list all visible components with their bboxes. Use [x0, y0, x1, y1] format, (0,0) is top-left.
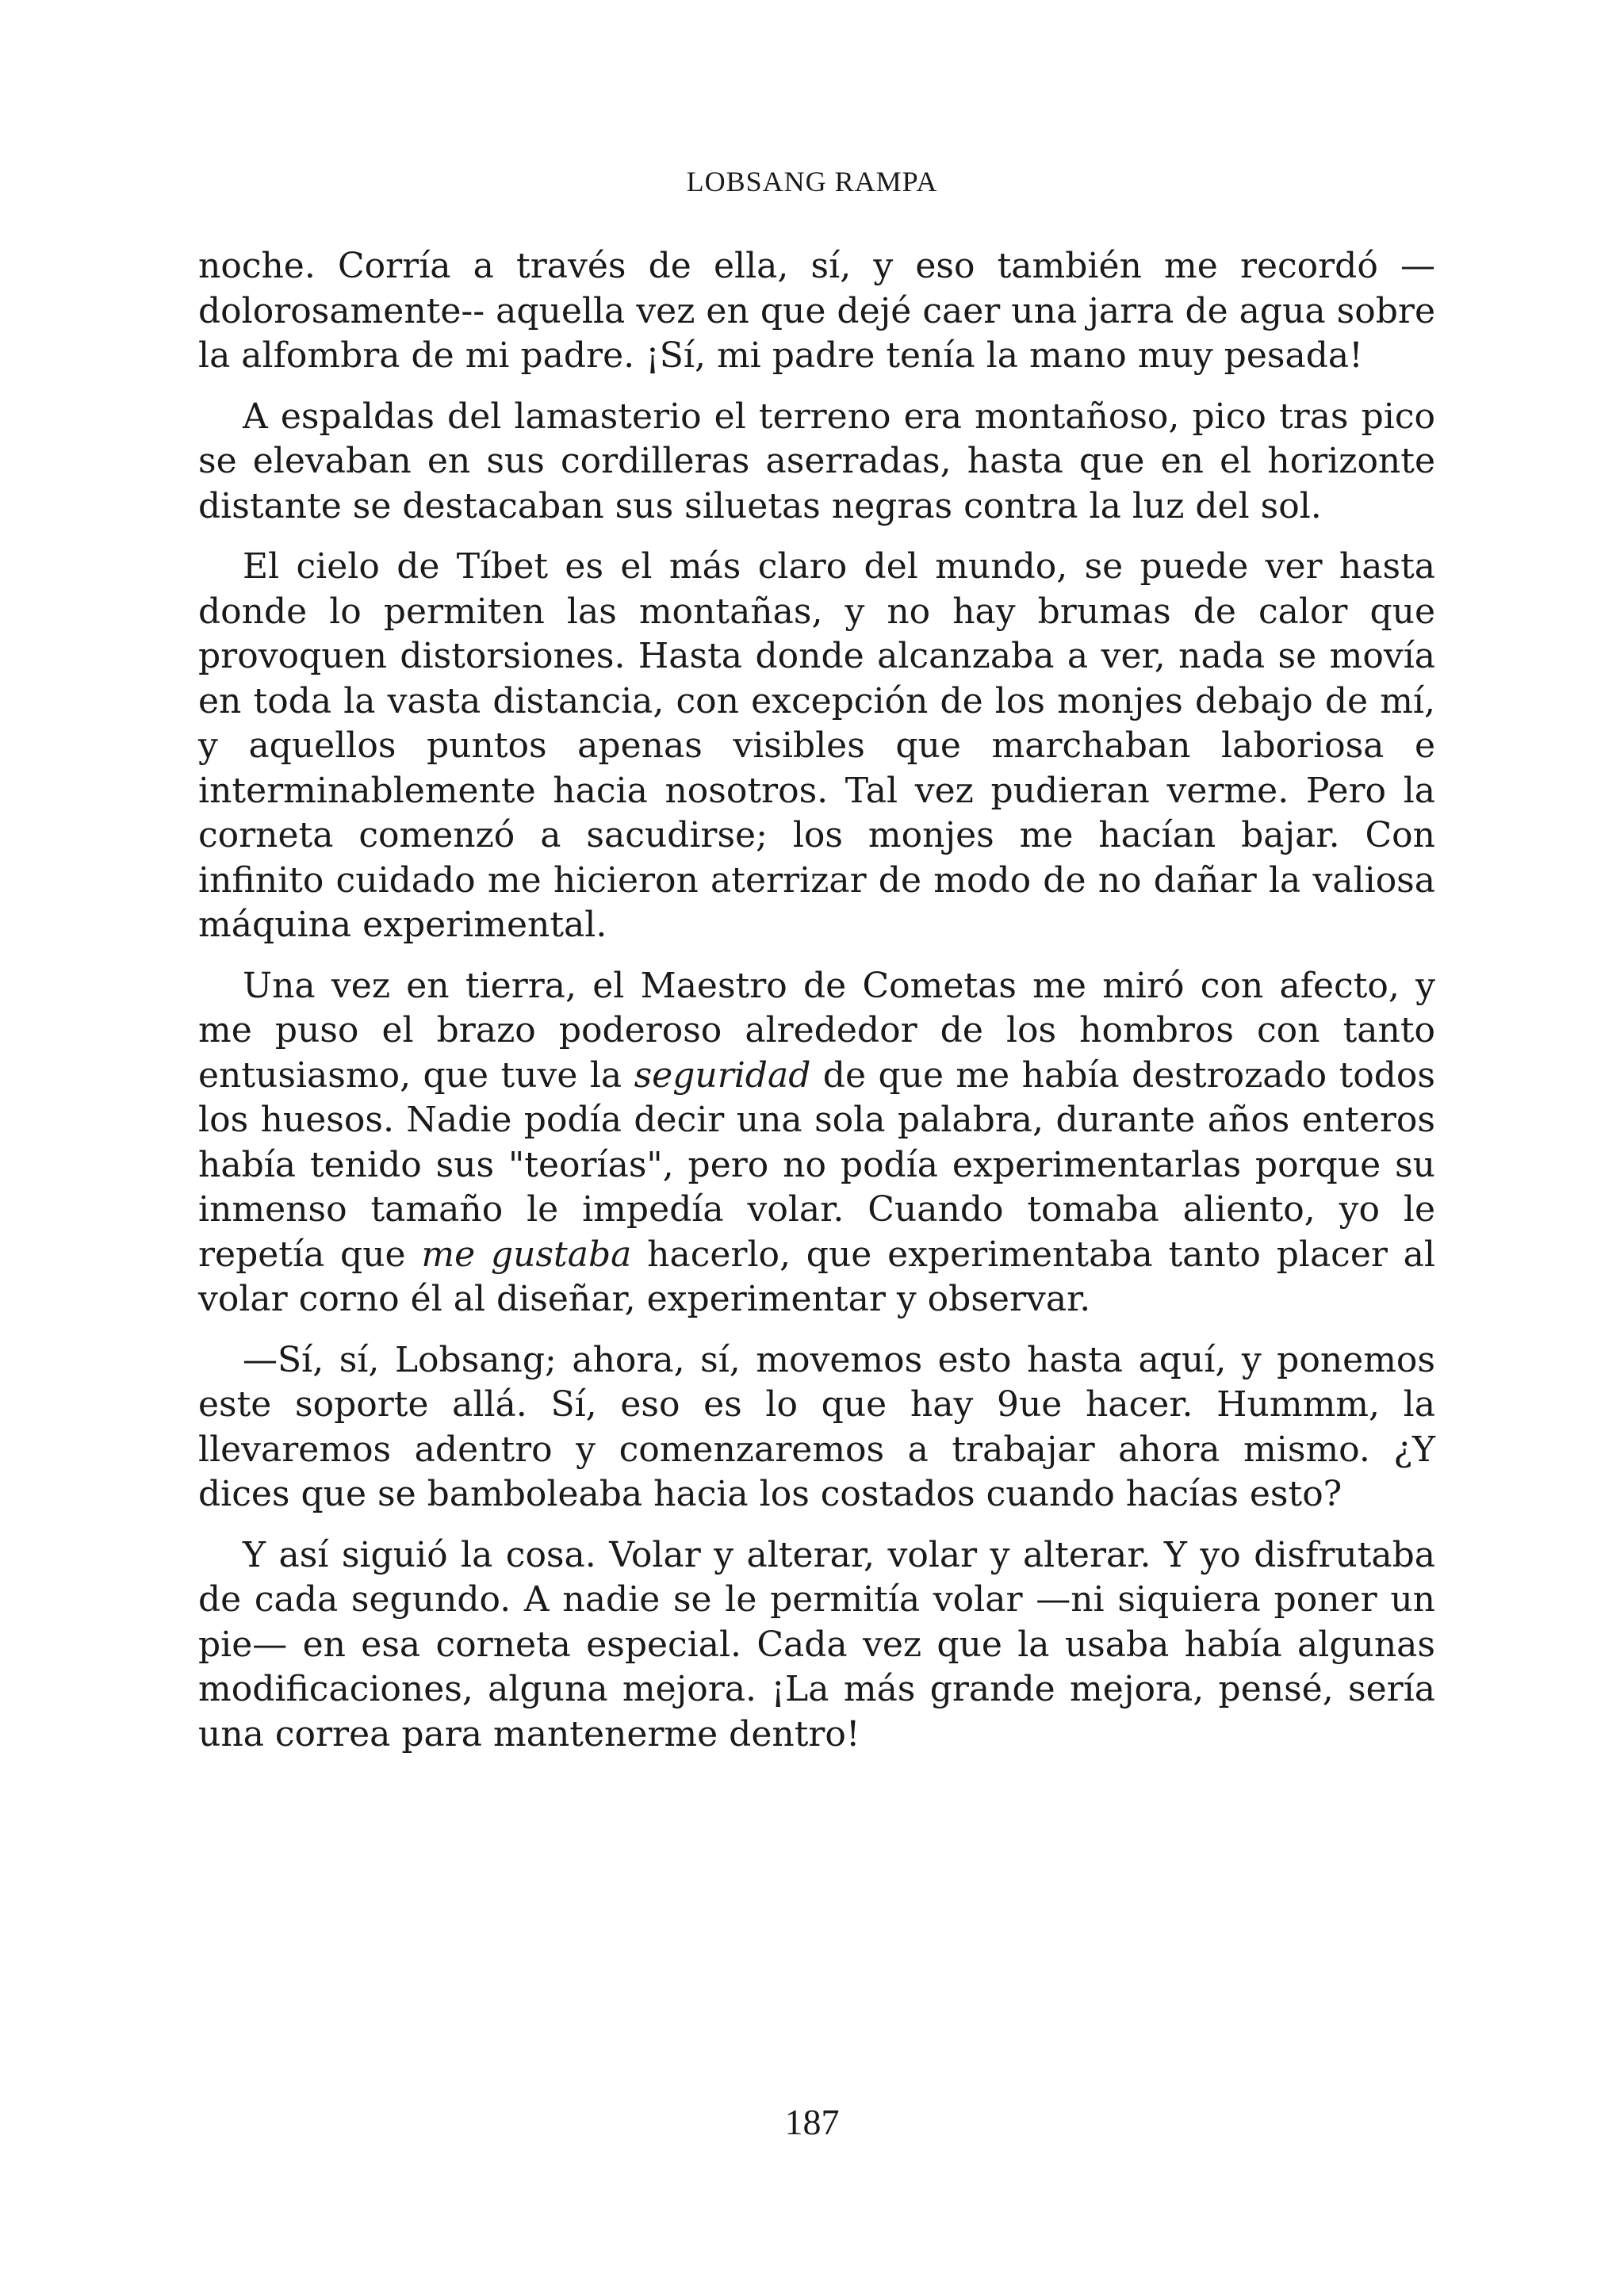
paragraph-1: noche. Corría a través de ella, sí, y eso también me recordó —dolorosamente-- aquella vez en que dejé caer una jarra de agua sobre la alfombra de mi padre. ¡Sí, mi padre tenía la mano muy pesada!: [198, 246, 1435, 376]
paragraph-6: Y así siguió la cosa. Volar y alterar, volar y alterar. Y yo disfrutaba de cada segundo. A nadie se le permitía volar —ni siquiera poner un pie— en esa corneta especial. Cada vez que la usaba había algunas modificaciones, alguna mejora. ¡La más grande mejora, pensé, sería una correa para mantenerme dentro!: [198, 1534, 1435, 1755]
paragraph-2: A espaldas del lamasterio el terreno era montañoso, pico tras pico se elevaban en sus cordilleras aserradas, hasta que en el horizonte distante se destacaban sus siluetas negras contra la luz del sol.: [198, 396, 1435, 526]
page-number: 187: [784, 2102, 840, 2142]
paragraph-4-emphasis-me-gustaba: me gustaba: [421, 1234, 632, 1275]
paragraph-4-emphasis-seguridad: seguridad: [634, 1054, 811, 1096]
paragraph-5: —Sí, sí, Lobsang; ahora, sí, movemos esto hasta aquí, y ponemos este soporte allá. Sí, eso es lo que hay 9ue hacer. Hummm, la llevaremos adentro y comenzaremos a trabajar ahora mismo. ¿Y dices que se bamboleaba hacia los costados cuando hacías esto?: [198, 1339, 1435, 1514]
paragraph-4-text-c: hacerlo, que experimentaba tanto placer al volar corno él al diseñar, experimentar y observar.: [198, 1234, 1435, 1319]
paragraph-4-text-b: de que me había destrozado todos los huesos. Nadie podía decir una sola palabra, durante años enteros había tenido sus "teorías", pero no podía experimentarlas porque su inmenso tamaño le impedía volar. Cuando tomaba aliento, yo le repetía que: [198, 1054, 1436, 1275]
running-header: LOBSANG RAMPA: [686, 166, 938, 197]
paragraph-3: El cielo de Tíbet es el más claro del mundo, se puede ver hasta donde lo permiten las montañas, y no hay brumas de calor que provoquen distorsiones. Hasta donde alcanzaba a ver, nada se movía en toda la vasta distancia, con excepción de los monjes debajo de mí, y aquellos puntos apenas visibles que marchaban laboriosa e interminablemente hacia nosotros. Tal vez pudieran verme. Pero la corneta comenzó a sacudirse; los monjes me hacían bajar. Con infinito cuidado me hicieron aterrizar de modo de no dañar la valiosa máquina experimental.: [198, 546, 1435, 945]
paragraph-4-text-a: Una vez en tierra, el Maestro de Cometas me miró con afecto, y me puso el brazo poderoso alrededor de los hombros con tanto entusiasmo, que tuve la: [198, 965, 1435, 1096]
paragraph-4: [198, 964, 1435, 1322]
page-body: [198, 244, 1435, 1773]
